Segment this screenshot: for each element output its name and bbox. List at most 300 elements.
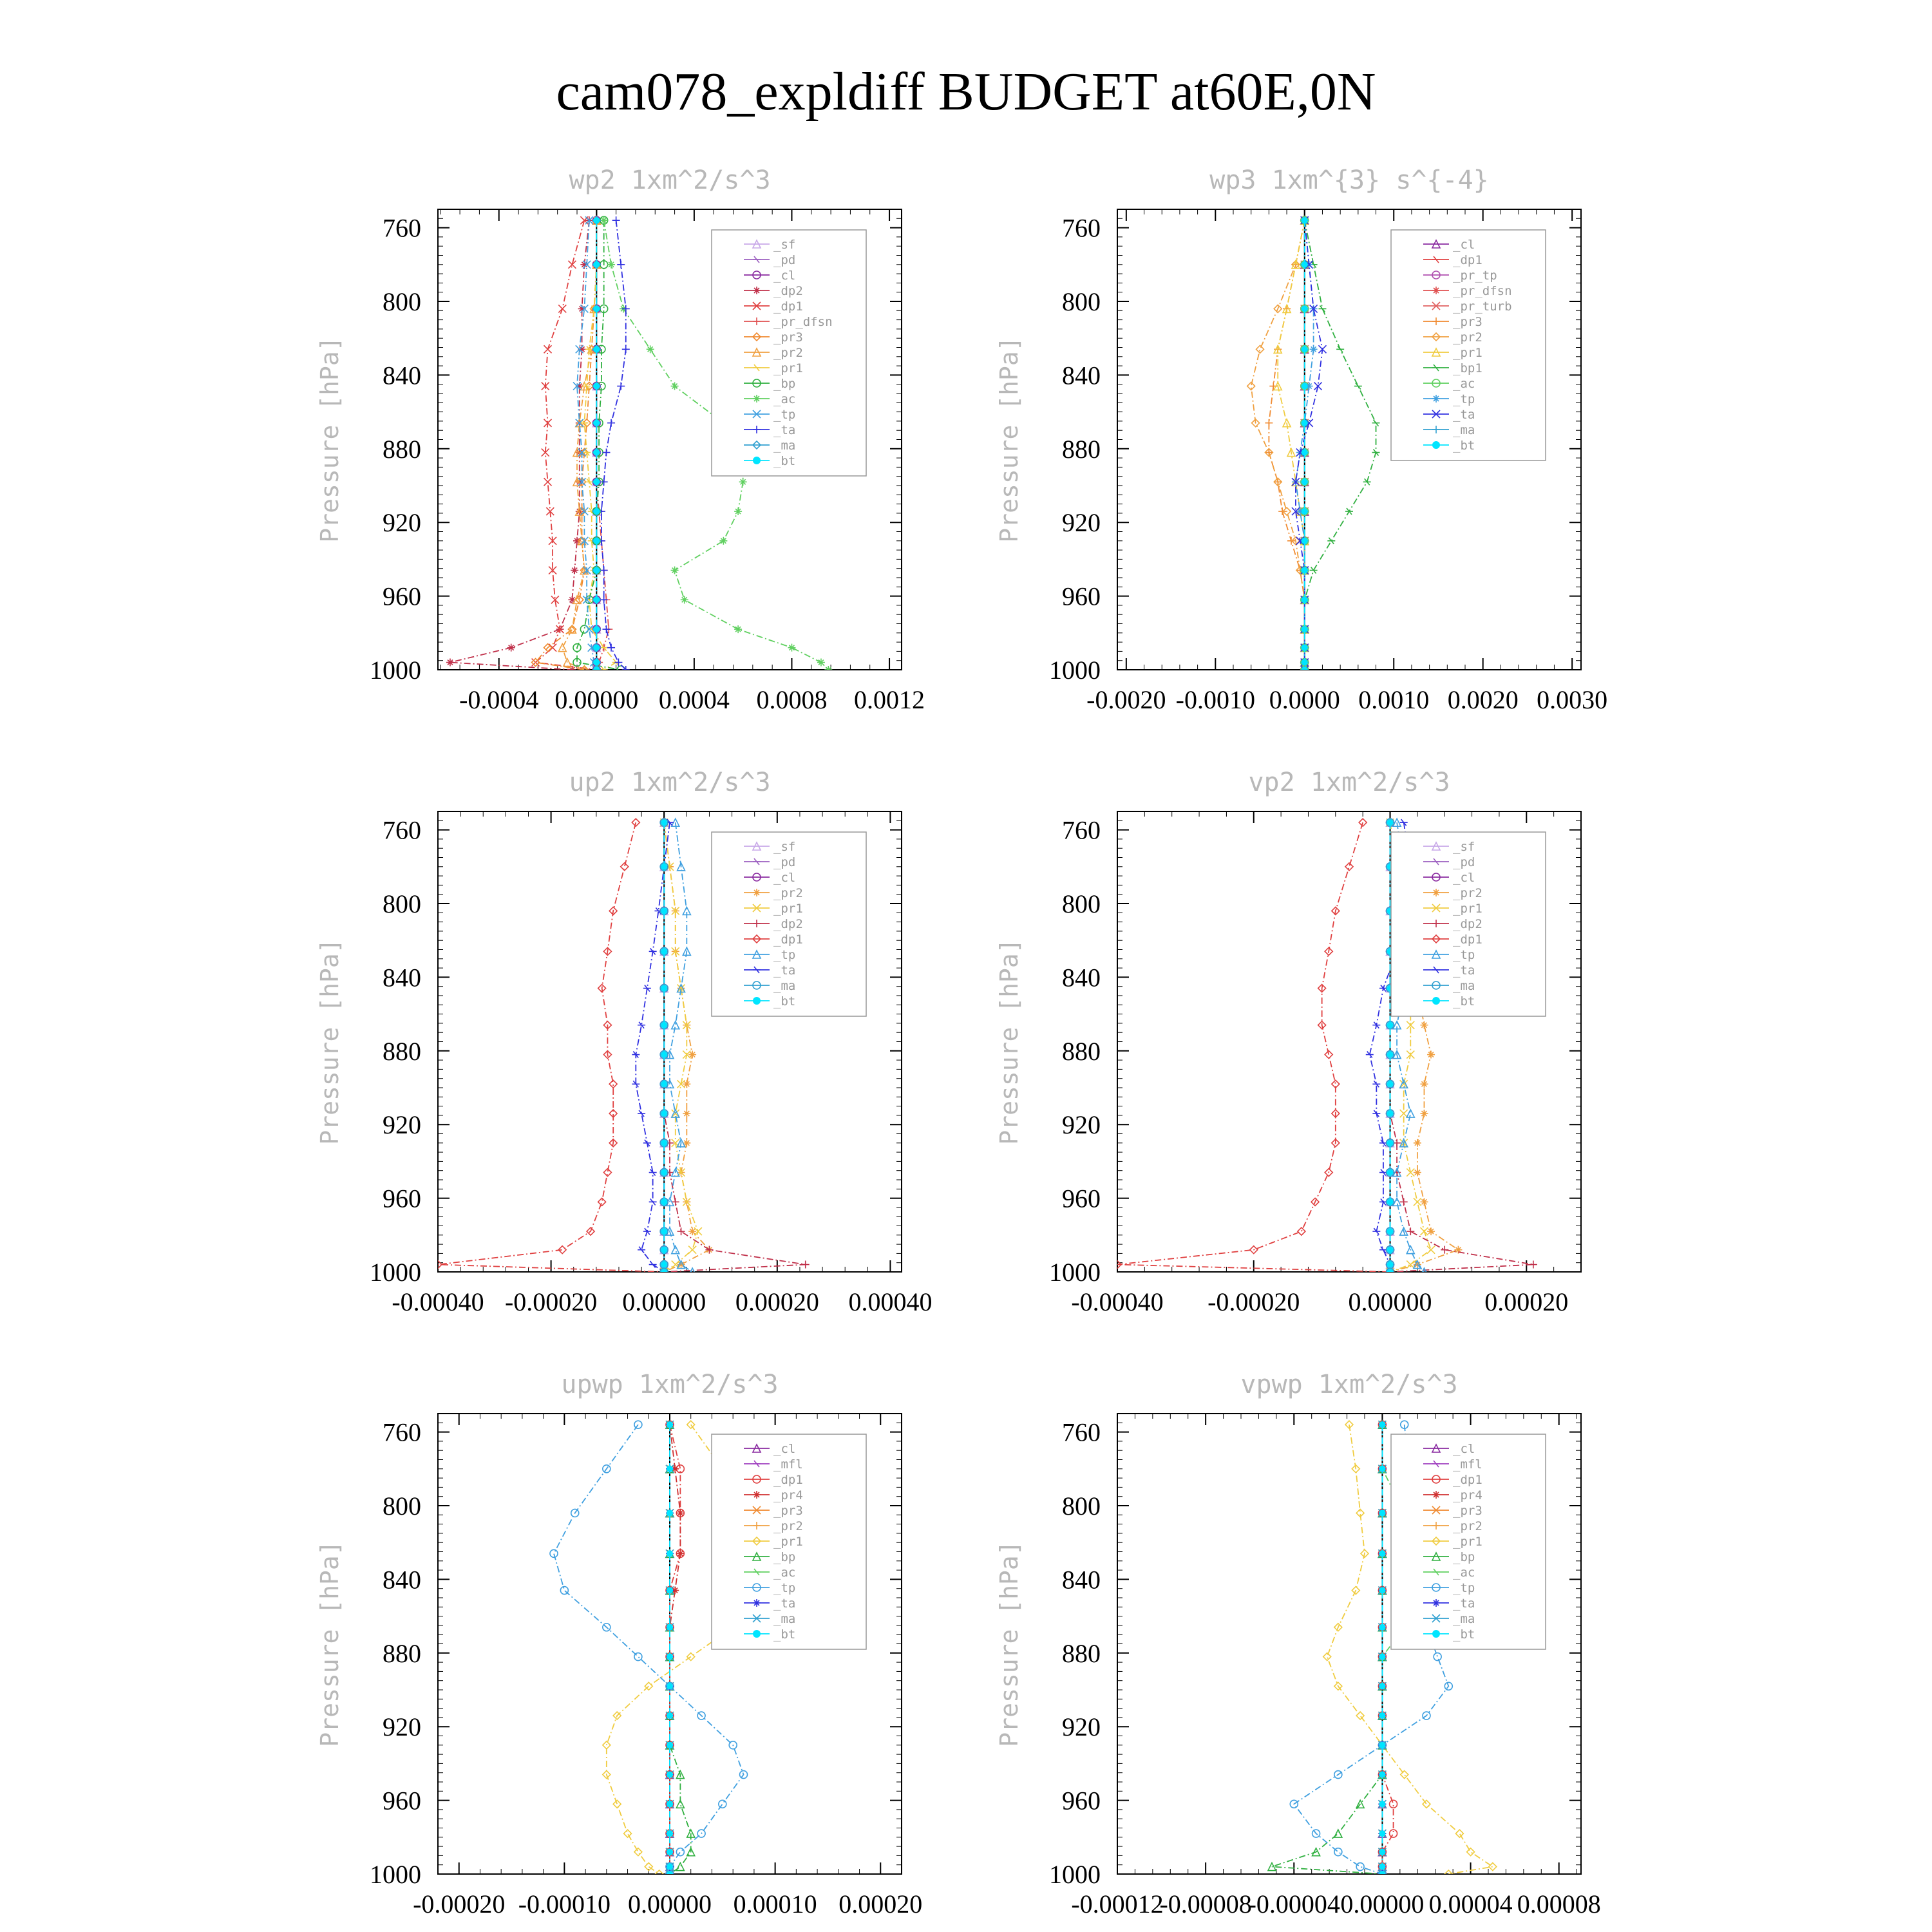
legend-label: _pr2 bbox=[1453, 886, 1482, 900]
data-point-pr1 bbox=[1414, 1198, 1421, 1206]
series-line-pr1 bbox=[664, 822, 698, 1272]
x-tick-label: -0.0020 bbox=[1086, 685, 1166, 714]
data-point-pr2 bbox=[1427, 1227, 1435, 1235]
data-point-pr1 bbox=[634, 1848, 642, 1856]
panel-title: vp2 1xm^2/s^3 bbox=[1248, 768, 1450, 797]
data-point-bt bbox=[1379, 1587, 1385, 1594]
data-point-tp bbox=[560, 1587, 568, 1595]
data-point-bt bbox=[1379, 1772, 1385, 1778]
y-tick-label: 1000 bbox=[370, 1860, 421, 1889]
y-tick-label: 880 bbox=[1062, 1638, 1101, 1668]
x-tick-label: 0.00010 bbox=[733, 1889, 817, 1918]
data-point-ta bbox=[617, 261, 625, 269]
panel-2 bbox=[995, 166, 1607, 714]
legend-label: _pd bbox=[1453, 855, 1475, 869]
data-point-bt bbox=[661, 1247, 667, 1253]
data-point-tp bbox=[1406, 1110, 1414, 1117]
legend-label: _sf bbox=[773, 238, 796, 252]
data-point-tp bbox=[550, 1549, 558, 1557]
data-point-pr2 bbox=[1420, 1110, 1428, 1117]
data-point-ac bbox=[681, 596, 688, 603]
legend-label: _tp bbox=[1453, 1581, 1475, 1595]
data-point-bt bbox=[1387, 819, 1394, 826]
data-point-ac bbox=[671, 383, 679, 390]
data-point-ta bbox=[617, 383, 625, 390]
data-point-bp bbox=[676, 1863, 684, 1871]
legend-label: _ac bbox=[1453, 377, 1475, 391]
legend-label: _bt bbox=[1453, 994, 1475, 1009]
legend-label: _pr_turb bbox=[1453, 299, 1512, 314]
legend-label: _pr4 bbox=[1453, 1488, 1482, 1502]
y-axis-label: Pressure [hPa] bbox=[316, 1540, 344, 1747]
data-point-bt bbox=[661, 1228, 667, 1235]
data-point-bt bbox=[593, 626, 600, 632]
data-point-pr1 bbox=[624, 1830, 632, 1837]
legend-label: _tp bbox=[773, 948, 796, 962]
data-point-pr1 bbox=[688, 1246, 696, 1254]
x-tick-label: 0.00000 bbox=[628, 1889, 712, 1918]
x-tick-label: -0.00020 bbox=[1208, 1287, 1300, 1316]
data-point-bt bbox=[661, 948, 667, 954]
y-tick-label: 1000 bbox=[1049, 1258, 1101, 1287]
data-point-bt bbox=[1302, 261, 1308, 268]
data-point-bt bbox=[661, 1170, 667, 1176]
data-point-bt bbox=[1387, 1081, 1394, 1087]
data-point-dp1 bbox=[544, 478, 552, 486]
legend-label: _ma bbox=[1453, 1612, 1475, 1626]
panel-3 bbox=[316, 768, 932, 1316]
y-tick-label: 920 bbox=[1062, 1110, 1101, 1140]
x-tick-label: -0.00012 bbox=[1071, 1889, 1164, 1918]
y-tick-label: 880 bbox=[1062, 1036, 1101, 1066]
data-point-bt bbox=[667, 1683, 673, 1689]
legend-label: _dp1 bbox=[1453, 933, 1482, 947]
data-point-pr1 bbox=[1427, 1246, 1435, 1254]
y-tick-label: 800 bbox=[383, 889, 421, 918]
data-point-ac bbox=[734, 625, 742, 633]
legend-label: _pr1 bbox=[1453, 1535, 1482, 1549]
series-line-ta bbox=[601, 220, 626, 670]
data-point-bt bbox=[593, 478, 600, 485]
legend-label: _dp2 bbox=[773, 917, 803, 931]
data-point-ac bbox=[671, 567, 679, 574]
data-point-bt bbox=[1379, 1624, 1385, 1631]
legend-label: _bp bbox=[773, 1550, 796, 1564]
data-point-ac bbox=[734, 507, 742, 515]
legend-label: _pr_dfsn bbox=[1453, 284, 1512, 298]
panel-5 bbox=[316, 1370, 922, 1918]
legend-label: _cl bbox=[1453, 871, 1475, 885]
data-point-bt bbox=[1387, 1052, 1394, 1058]
data-point-bt bbox=[593, 420, 600, 426]
x-tick-label: 0.00020 bbox=[735, 1287, 819, 1316]
x-tick-label: 0.0010 bbox=[1358, 685, 1430, 714]
data-point-bt bbox=[661, 1110, 667, 1117]
legend-label: _pr1 bbox=[1453, 902, 1482, 916]
data-point-pr3 bbox=[1265, 449, 1273, 457]
legend-label: _bt bbox=[773, 454, 796, 468]
data-point-bt bbox=[593, 508, 600, 515]
data-point-dp2 bbox=[1400, 1198, 1408, 1206]
y-tick-label: 960 bbox=[1062, 582, 1101, 611]
legend-label: _pr_dfsn bbox=[773, 315, 833, 329]
data-point-pr2 bbox=[1414, 1169, 1421, 1177]
legend-label: _pr3 bbox=[773, 1504, 803, 1518]
x-tick-label: 0.00000 bbox=[554, 685, 639, 714]
data-point-pr1 bbox=[1406, 1051, 1414, 1059]
data-point-ac bbox=[647, 345, 654, 353]
legend-label: _pr3 bbox=[1453, 1504, 1482, 1518]
legend-label: _bp bbox=[773, 377, 796, 391]
data-point-tp bbox=[634, 1653, 642, 1661]
panel-1 bbox=[316, 166, 925, 714]
data-point-bt bbox=[593, 538, 600, 544]
data-point-dp2 bbox=[1406, 1227, 1414, 1235]
x-tick-label: 0.0000 bbox=[1269, 685, 1340, 714]
data-point-pr2 bbox=[683, 1110, 690, 1117]
data-point-bt bbox=[661, 1052, 667, 1058]
data-point-bt bbox=[667, 1849, 673, 1855]
x-tick-label: 0.0004 bbox=[658, 685, 730, 714]
legend-label: _dp1 bbox=[773, 299, 803, 314]
data-point-bp1 bbox=[1363, 478, 1371, 485]
y-tick-label: 1000 bbox=[1049, 1860, 1101, 1889]
data-point-pr2 bbox=[1420, 1021, 1428, 1029]
data-point-bp1 bbox=[1372, 450, 1380, 456]
legend-label: _pr3 bbox=[773, 330, 803, 345]
legend-label: _dp1 bbox=[1453, 1473, 1482, 1487]
data-point-bt bbox=[667, 1801, 673, 1807]
data-point-pr2 bbox=[1427, 1051, 1435, 1059]
data-point-bt bbox=[1387, 1022, 1394, 1028]
legend-label: _pr1 bbox=[773, 902, 803, 916]
y-tick-label: 840 bbox=[1062, 1565, 1101, 1595]
panel-title: wp2 1xm^2/s^3 bbox=[569, 166, 771, 195]
legend-label: _ac bbox=[773, 1566, 796, 1580]
legend-label: _cl bbox=[1453, 1442, 1475, 1456]
legend-label: _mfl bbox=[773, 1457, 803, 1472]
x-tick-label: -0.00020 bbox=[413, 1889, 506, 1918]
data-point-ta bbox=[602, 449, 610, 457]
figure-title: cam078_expldiff BUDGET at60E,0N bbox=[556, 62, 1376, 122]
data-point-bt bbox=[661, 985, 667, 992]
y-tick-label: 960 bbox=[383, 1184, 421, 1213]
data-point-tp bbox=[719, 1800, 726, 1808]
data-point-ta bbox=[612, 216, 620, 224]
data-point-tp bbox=[676, 1848, 684, 1856]
data-point-bt bbox=[593, 217, 600, 223]
y-axis-label: Pressure [hPa] bbox=[995, 1540, 1023, 1747]
data-point-bt bbox=[593, 383, 600, 390]
data-point-bt bbox=[1302, 567, 1308, 574]
panel-4 bbox=[995, 768, 1581, 1316]
data-point-pr2 bbox=[1414, 1139, 1421, 1147]
data-point-bt bbox=[667, 1772, 673, 1778]
data-point-dp1 bbox=[558, 305, 566, 312]
y-tick-label: 840 bbox=[383, 361, 421, 390]
legend-label: _ac bbox=[773, 392, 796, 406]
data-point-bt bbox=[667, 1654, 673, 1660]
data-point-bt bbox=[1302, 217, 1308, 223]
x-tick-label: -0.00040 bbox=[1071, 1287, 1164, 1316]
y-tick-label: 760 bbox=[1062, 815, 1101, 845]
data-point-bp1 bbox=[1354, 383, 1362, 390]
data-point-ac bbox=[719, 537, 727, 545]
data-point-dp1 bbox=[568, 261, 576, 269]
y-tick-label: 800 bbox=[1062, 889, 1101, 918]
y-tick-label: 760 bbox=[1062, 213, 1101, 243]
data-point-dp2 bbox=[1441, 1246, 1448, 1254]
legend-label: _dp1 bbox=[773, 1473, 803, 1487]
y-tick-label: 880 bbox=[1062, 434, 1101, 464]
series-line-dp1 bbox=[438, 822, 664, 1272]
data-point-bt bbox=[593, 450, 600, 456]
y-tick-label: 800 bbox=[383, 1492, 421, 1520]
data-point-bt bbox=[1387, 1228, 1394, 1235]
data-point-bt bbox=[1379, 1742, 1385, 1748]
data-point-bt bbox=[667, 1421, 673, 1428]
series-line-dp2 bbox=[450, 220, 589, 670]
legend-label: _pr2 bbox=[1453, 330, 1482, 345]
legend-label: _bt bbox=[1453, 1627, 1475, 1642]
y-tick-label: 760 bbox=[1062, 1417, 1101, 1447]
data-point-bt bbox=[593, 659, 600, 666]
data-point-dp1 bbox=[1345, 863, 1353, 871]
data-point-bt bbox=[1387, 1170, 1394, 1176]
series-group bbox=[1247, 216, 1380, 674]
legend-label: _tp bbox=[773, 1581, 796, 1595]
data-point-dp2 bbox=[677, 1227, 685, 1235]
data-point-pr1 bbox=[600, 667, 608, 673]
data-point-pr1 bbox=[1406, 1169, 1414, 1177]
legend-label: _pd bbox=[773, 855, 796, 869]
data-point-bt bbox=[667, 1871, 673, 1877]
legend-label: _dp1 bbox=[773, 933, 803, 947]
data-point-dp1 bbox=[544, 345, 552, 353]
panel-6 bbox=[995, 1370, 1601, 1918]
data-point-bt bbox=[1302, 346, 1308, 352]
data-point-pr2 bbox=[1256, 345, 1264, 353]
data-point-bt bbox=[1387, 1140, 1394, 1146]
data-point-bt bbox=[1379, 1864, 1385, 1870]
data-point-ta bbox=[638, 1247, 645, 1253]
legend-label: _bp bbox=[1453, 1550, 1475, 1564]
legend-label: _ta bbox=[1453, 963, 1475, 978]
legend-label: _dp2 bbox=[1453, 917, 1482, 931]
data-point-dp2 bbox=[446, 659, 454, 667]
data-point-bt bbox=[1302, 596, 1308, 603]
x-tick-label: 0.0012 bbox=[854, 685, 925, 714]
data-point-pr1 bbox=[1323, 1653, 1331, 1661]
data-point-pr2 bbox=[1420, 1198, 1428, 1206]
y-tick-label: 840 bbox=[383, 963, 421, 992]
data-point-bt bbox=[1302, 450, 1308, 456]
data-point-dp2 bbox=[802, 1261, 810, 1269]
data-point-pr1 bbox=[1489, 1863, 1497, 1871]
data-point-tp bbox=[1434, 1653, 1441, 1661]
legend-label: _cl bbox=[773, 871, 796, 885]
legend-label: _sf bbox=[773, 840, 796, 854]
data-point-bt bbox=[667, 1864, 673, 1870]
data-point-bt bbox=[661, 1081, 667, 1087]
data-point-pr1 bbox=[613, 1800, 621, 1808]
legend-label: _dp1 bbox=[1453, 253, 1482, 267]
series-line-bp bbox=[1272, 1425, 1382, 1874]
data-point-bp1 bbox=[1372, 420, 1380, 426]
data-point-bt bbox=[1302, 659, 1308, 666]
data-point-bt bbox=[661, 864, 667, 870]
legend-label: _cl bbox=[773, 1442, 796, 1456]
data-point-pr1 bbox=[1420, 1227, 1428, 1235]
data-point-bt bbox=[1379, 1683, 1385, 1689]
data-point-tp bbox=[672, 1246, 679, 1254]
series-line-dp1 bbox=[1117, 822, 1390, 1272]
legend-label: _pr3 bbox=[1453, 315, 1482, 329]
y-tick-label: 920 bbox=[383, 1712, 421, 1742]
legend-label: _bt bbox=[773, 1627, 796, 1642]
legend-label: _pr1 bbox=[773, 361, 803, 375]
data-point-bt bbox=[1379, 1466, 1385, 1472]
legend-label: _ta bbox=[773, 963, 796, 978]
data-point-bt bbox=[661, 1140, 667, 1146]
y-tick-label: 960 bbox=[1062, 1184, 1101, 1213]
legend-marker bbox=[1432, 997, 1440, 1005]
legend-label: _bp1 bbox=[1453, 361, 1482, 375]
y-tick-label: 920 bbox=[383, 1110, 421, 1140]
legend bbox=[712, 832, 866, 1016]
x-tick-label: -0.00040 bbox=[392, 1287, 484, 1316]
legend-label: _bt bbox=[1453, 439, 1475, 453]
data-point-bt bbox=[593, 346, 600, 352]
legend-marker bbox=[1432, 441, 1440, 449]
x-tick-label: 0.00000 bbox=[622, 1287, 706, 1316]
data-point-bt bbox=[1379, 1871, 1385, 1877]
x-tick-label: 0.00008 bbox=[1517, 1889, 1601, 1918]
data-point-bt bbox=[1302, 508, 1308, 515]
x-tick-label: 0.00040 bbox=[848, 1287, 933, 1316]
data-point-bt bbox=[1302, 478, 1308, 485]
series-line-pr1 bbox=[1278, 220, 1305, 670]
data-point-tp bbox=[1356, 1863, 1364, 1871]
legend-label: _tp bbox=[773, 408, 796, 422]
data-point-bt bbox=[667, 1712, 673, 1719]
data-point-bt bbox=[1387, 1247, 1394, 1253]
data-point-bt bbox=[667, 1550, 673, 1557]
x-tick-label: 0.00004 bbox=[1428, 1889, 1513, 1918]
legend-label: _ta bbox=[1453, 408, 1475, 422]
data-point-dp1 bbox=[1390, 1800, 1397, 1808]
x-tick-label: 0.00020 bbox=[838, 1889, 923, 1918]
data-point-bt bbox=[1302, 383, 1308, 390]
legend-label: _pr4 bbox=[773, 1488, 803, 1502]
y-tick-label: 840 bbox=[1062, 361, 1101, 390]
y-tick-label: 840 bbox=[383, 1565, 421, 1595]
legend-label: _pr1 bbox=[773, 1535, 803, 1549]
data-point-pr1 bbox=[1455, 1830, 1463, 1837]
data-point-dp1 bbox=[549, 644, 556, 652]
x-tick-label: 0.00000 bbox=[1340, 1889, 1425, 1918]
data-point-bt bbox=[667, 1466, 673, 1472]
y-tick-label: 760 bbox=[383, 1417, 421, 1447]
legend-label: _mfl bbox=[1453, 1457, 1482, 1472]
y-tick-label: 960 bbox=[383, 1786, 421, 1815]
data-point-pr2 bbox=[558, 644, 566, 652]
data-point-bt bbox=[667, 1830, 673, 1837]
legend bbox=[712, 1434, 866, 1649]
legend-label: _ma bbox=[773, 1612, 796, 1626]
data-point-pr2 bbox=[1420, 1080, 1428, 1088]
panel-title: wp3 1xm^{3} s^{-4} bbox=[1209, 166, 1489, 195]
data-point-dp2 bbox=[507, 644, 515, 652]
x-tick-label: 0.0020 bbox=[1447, 685, 1519, 714]
legend-label: _pd bbox=[773, 253, 796, 267]
legend-marker bbox=[753, 457, 761, 464]
data-point-ta bbox=[622, 345, 630, 353]
y-axis-label: Pressure [hPa] bbox=[995, 336, 1023, 543]
legend-label: _pr_tp bbox=[1453, 269, 1497, 283]
legend bbox=[1391, 230, 1546, 460]
y-tick-label: 800 bbox=[1062, 287, 1101, 316]
data-point-pr3 bbox=[1265, 419, 1273, 427]
y-tick-label: 1000 bbox=[370, 1258, 421, 1287]
legend-marker bbox=[1432, 1630, 1440, 1638]
y-tick-label: 760 bbox=[383, 213, 421, 243]
data-point-dp1 bbox=[621, 863, 629, 871]
data-point-bp1 bbox=[1327, 538, 1335, 544]
x-tick-label: -0.00004 bbox=[1247, 1889, 1340, 1918]
data-point-bt bbox=[1302, 626, 1308, 632]
data-point-bp1 bbox=[1318, 305, 1326, 312]
y-tick-label: 840 bbox=[1062, 963, 1101, 992]
data-point-bt bbox=[667, 1624, 673, 1631]
data-point-bt bbox=[661, 1269, 667, 1275]
legend-label: _cl bbox=[1453, 238, 1475, 252]
data-point-bt bbox=[661, 907, 667, 914]
y-tick-label: 760 bbox=[383, 815, 421, 845]
data-point-ta bbox=[600, 567, 608, 574]
y-tick-label: 920 bbox=[1062, 1712, 1101, 1742]
data-point-bp1 bbox=[1336, 346, 1344, 352]
x-tick-label: -0.00010 bbox=[518, 1889, 611, 1918]
legend-label: _ta bbox=[1453, 1596, 1475, 1611]
series-line-bp1 bbox=[1305, 220, 1376, 670]
data-point-bt bbox=[593, 261, 600, 268]
data-point-bt bbox=[667, 1587, 673, 1594]
y-tick-label: 1000 bbox=[370, 656, 421, 685]
data-point-ta bbox=[649, 1198, 657, 1205]
x-tick-label: -0.00008 bbox=[1159, 1889, 1252, 1918]
data-point-bt bbox=[667, 1742, 673, 1748]
data-point-ta bbox=[607, 644, 615, 652]
y-tick-label: 800 bbox=[1062, 1492, 1101, 1520]
panel-title: up2 1xm^2/s^3 bbox=[569, 768, 771, 797]
x-tick-label: 0.0008 bbox=[756, 685, 828, 714]
data-point-bt bbox=[1302, 667, 1308, 673]
data-point-bt bbox=[1379, 1712, 1385, 1719]
data-point-dp1 bbox=[598, 1198, 606, 1206]
data-point-bt bbox=[1379, 1421, 1385, 1428]
legend-marker bbox=[753, 997, 761, 1005]
y-tick-label: 880 bbox=[383, 1036, 421, 1066]
data-point-bt bbox=[1387, 1269, 1394, 1275]
data-point-bt bbox=[1379, 1550, 1385, 1557]
data-point-bt bbox=[1379, 1654, 1385, 1660]
legend bbox=[712, 230, 866, 476]
legend-label: _tp bbox=[1453, 948, 1475, 962]
y-tick-label: 880 bbox=[383, 1638, 421, 1668]
legend-label: _sf bbox=[1453, 840, 1475, 854]
legend-label: _ta bbox=[773, 1596, 796, 1611]
